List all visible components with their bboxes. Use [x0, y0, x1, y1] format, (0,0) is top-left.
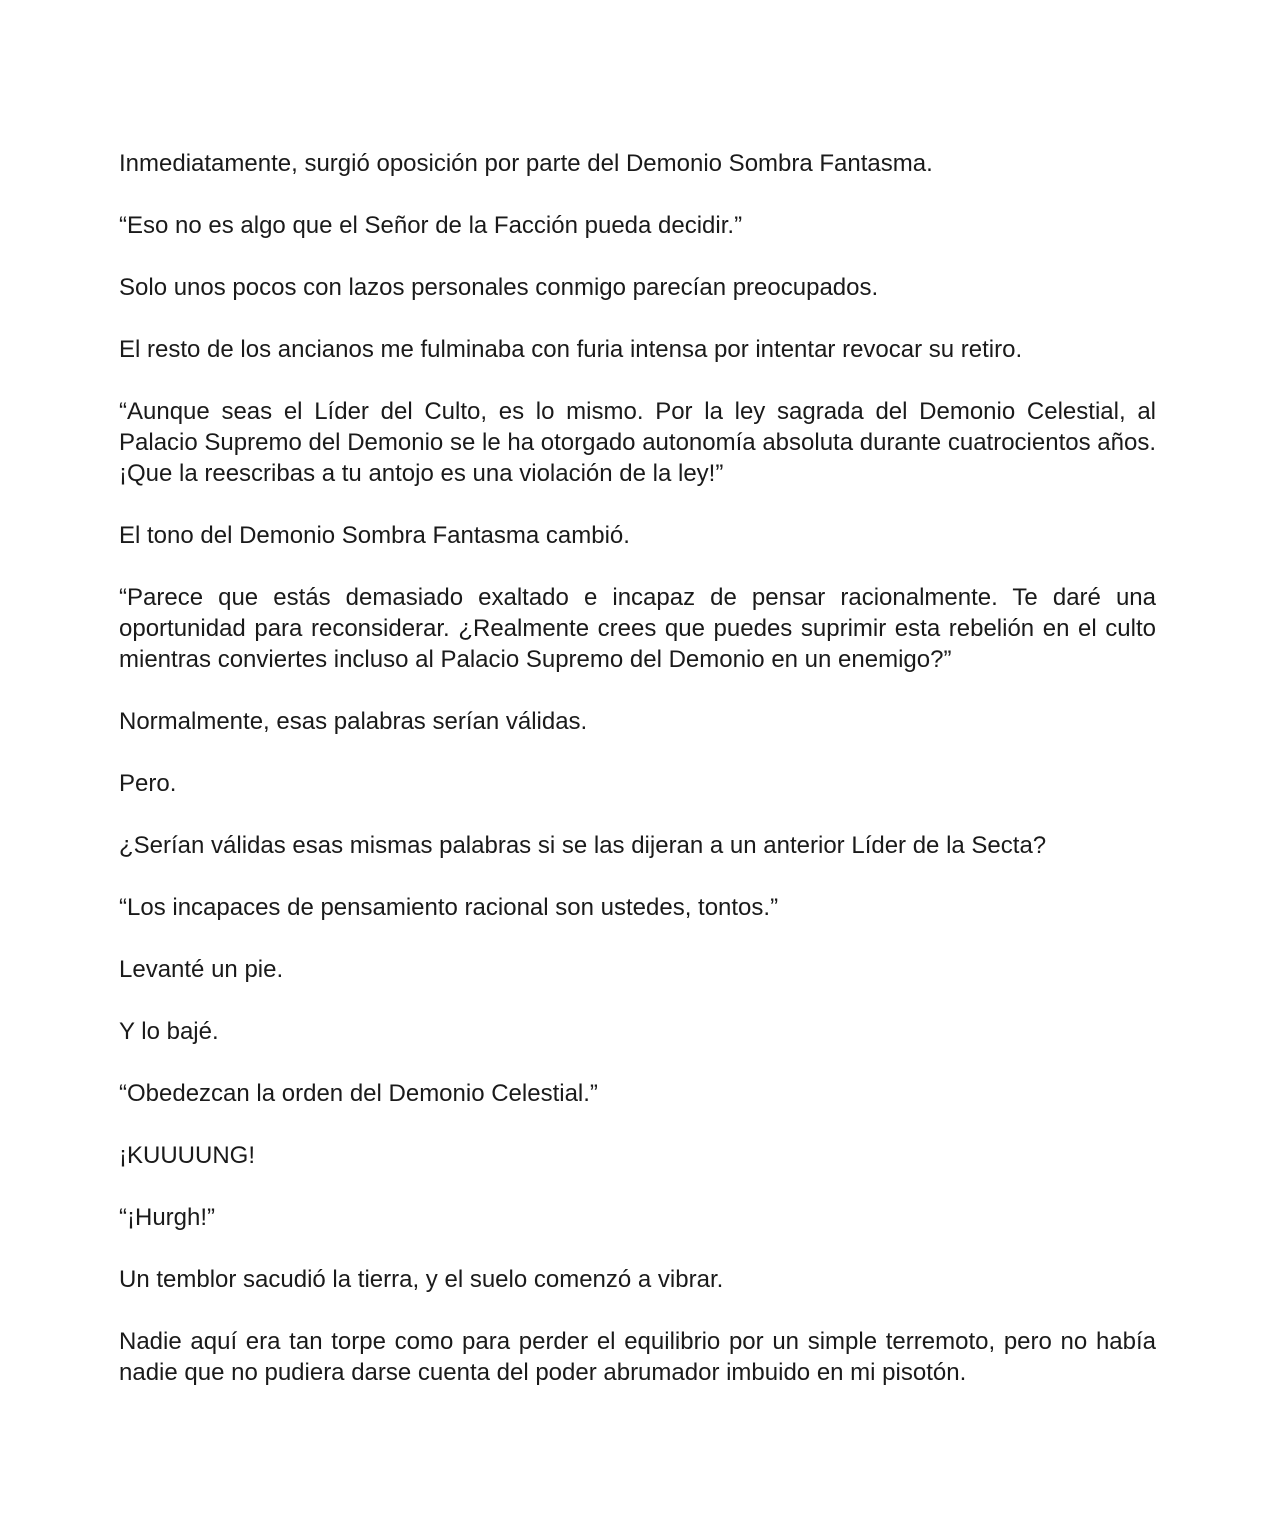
paragraph: “Parece que estás demasiado exaltado e incapaz de pensar racionalmente. Te daré una oportunidad para reconsiderar. ¿Realmente crees que puedes suprimir esta rebelión en el culto mientras conviertes incluso al Palacio Supremo del Demonio en un enemigo?”	[119, 584, 1156, 673]
paragraph: ¡KUUUUNG!	[119, 1142, 255, 1169]
paragraph: “Obedezcan la orden del Demonio Celestial.”	[119, 1080, 598, 1107]
document-page	[119, 148, 1156, 1388]
paragraph: “Los incapaces de pensamiento racional son ustedes, tontos.”	[119, 894, 779, 921]
paragraph: “¡Hurgh!”	[119, 1204, 216, 1231]
paragraph: Normalmente, esas palabras serían válidas.	[119, 708, 588, 735]
paragraph: ¿Serían válidas esas mismas palabras si se las dijeran a un anterior Líder de la Secta?	[119, 832, 1047, 859]
paragraph: Levanté un pie.	[119, 956, 284, 983]
paragraph: Pero.	[119, 770, 177, 797]
paragraph: Inmediatamente, surgió oposición por parte del Demonio Sombra Fantasma.	[119, 150, 933, 177]
paragraph: Solo unos pocos con lazos personales conmigo parecían preocupados.	[119, 274, 879, 301]
paragraph: “Aunque seas el Líder del Culto, es lo mismo. Por la ley sagrada del Demonio Celestial, al Palacio Supremo del Demonio se le ha otorgado autonomía absoluta durante cuatrocientos años. ¡Que la reescribas a tu antojo es una violación de la ley!”	[119, 398, 1156, 487]
paragraph: El tono del Demonio Sombra Fantasma cambió.	[119, 522, 630, 549]
paragraph: Nadie aquí era tan torpe como para perder el equilibrio por un simple terremoto, pero no había nadie que no pudiera darse cuenta del poder abrumador imbuido en mi pisotón.	[119, 1328, 1156, 1386]
paragraph: Un temblor sacudió la tierra, y el suelo comenzó a vibrar.	[119, 1266, 724, 1293]
paragraph: Y lo bajé.	[119, 1018, 219, 1045]
paragraph: El resto de los ancianos me fulminaba con furia intensa por intentar revocar su retiro.	[119, 336, 1023, 363]
paragraph: “Eso no es algo que el Señor de la Facción pueda decidir.”	[119, 212, 743, 239]
